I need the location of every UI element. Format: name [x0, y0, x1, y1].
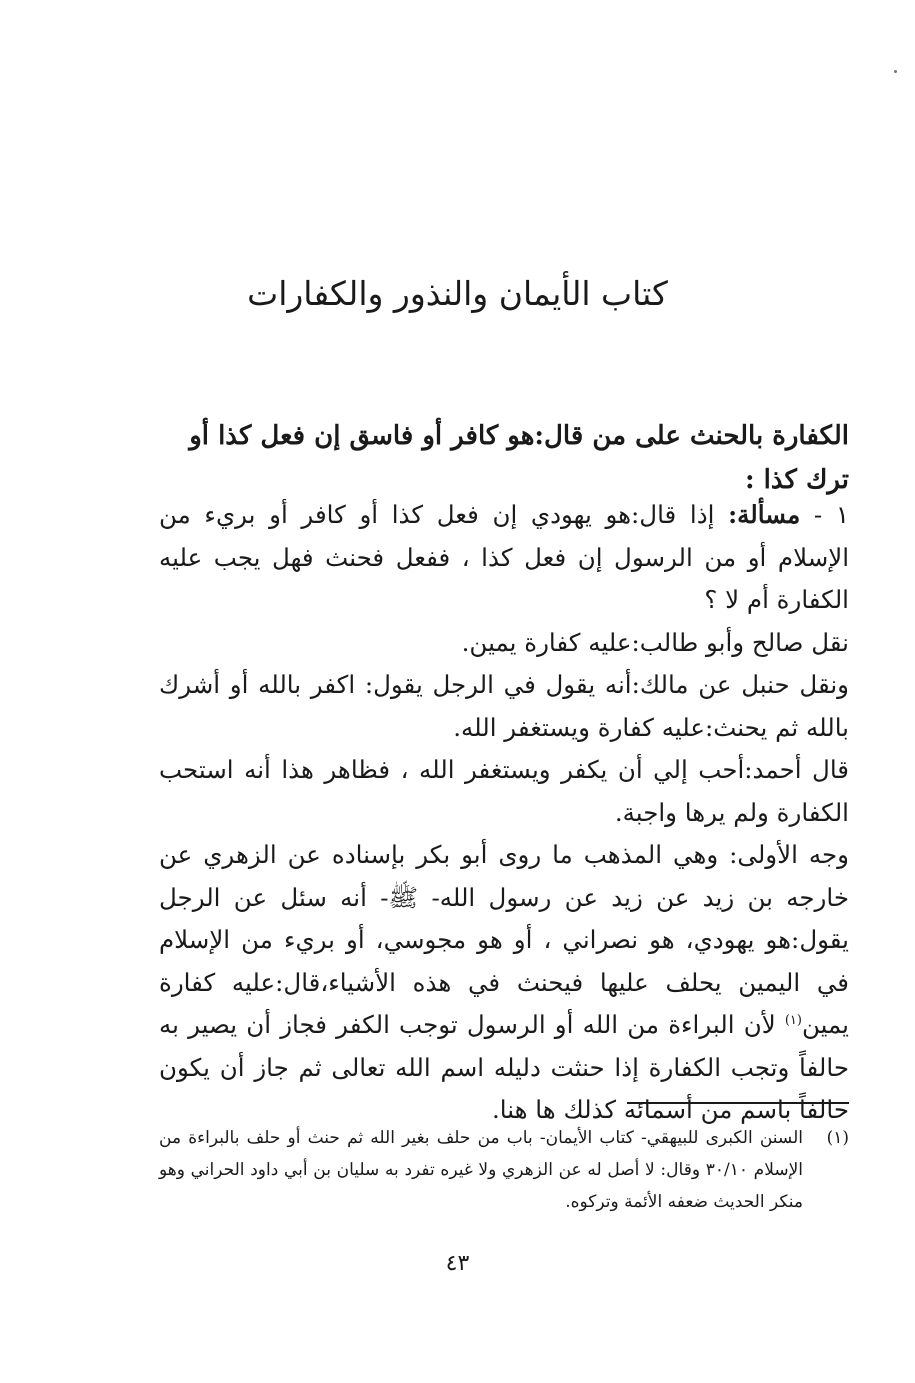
- masala-text: إذا قال:هو يهودي إن فعل كذا أو كافر أو بريء من الإسلام أو من الرسول إن فعل كذا ، ففعل فحنث فهل يجب عليه الكفارة أم لا ؟: [159, 500, 849, 614]
- scan-speck: [894, 70, 897, 73]
- masala-paragraph: [159, 494, 849, 622]
- footnote-reference[interactable]: (١): [784, 1012, 802, 1028]
- masala-number: ١ -: [813, 500, 849, 529]
- body-text: [159, 494, 849, 1132]
- chapter-title: كتاب الأيمان والنذور والكفارات: [247, 274, 668, 313]
- footnote-separator: [627, 1102, 849, 1104]
- footnotes: [159, 1122, 849, 1218]
- paragraph-4-after-note: لأن البراءة من الله أو الرسول توجب الكفر فجاز أن يصير به حالفاً وتجب الكفارة إذا حنثت دليله اسم الله تعالى ثم جاز أن يكون حالفاً باسم من أسمائه كذلك ها هنا.: [159, 1010, 849, 1124]
- paragraph-3: قال أحمد:أحب إلي أن يكفر ويستغفر الله ، فظاهر هذا أنه استحب الكفارة ولم يرها واجبة.: [159, 755, 849, 827]
- footnote-text: السنن الكبرى للبيهقي- كتاب الأيمان- باب من حلف بغير الله ثم حنث أو حلف بالبراءة من الإسلام ٣٠/١٠ وقال: لا أصل له عن الزهري ولا غيره تفرد به سليان بن أبي داود الحراني وهو منكر الحديث ضعفه الأئمة وتركوه.: [159, 1128, 803, 1212]
- page-number: ٤٣: [445, 1251, 470, 1276]
- paragraph-4-before-note: وجه الأولى: وهي المذهب ما روى أبو بكر بإسناده عن الزهري عن خارجه بن زيد عن زيد عن رسول الله- ﷺ- أنه سئل عن الرجل يقول:هو يهودي، هو نصراني ، أو هو مجوسي، أو بريء من الإسلام في اليمين يحلف عليها فيحنث في هذه الأشياء،قال:عليه كفارة يمين: [159, 840, 849, 1039]
- masala-label: مسألة:: [728, 500, 801, 529]
- section-heading: الكفارة بالحنث على من قال:هو كافر أو فاسق إن فعل كذا أو ترك كذا :: [189, 421, 849, 495]
- paragraph-2: ونقل حنبل عن مالك:أنه يقول في الرجل يقول: اكفر بالله أو أشرك بالله ثم يحنث:عليه كفارة ويستغفر الله.: [159, 670, 849, 742]
- footnote-item: [159, 1122, 849, 1218]
- paragraph-1: نقل صالح وأبو طالب:عليه كفارة يمين.: [461, 627, 849, 657]
- paragraph-4: [159, 834, 849, 1132]
- footnote-number: (١): [826, 1128, 849, 1148]
